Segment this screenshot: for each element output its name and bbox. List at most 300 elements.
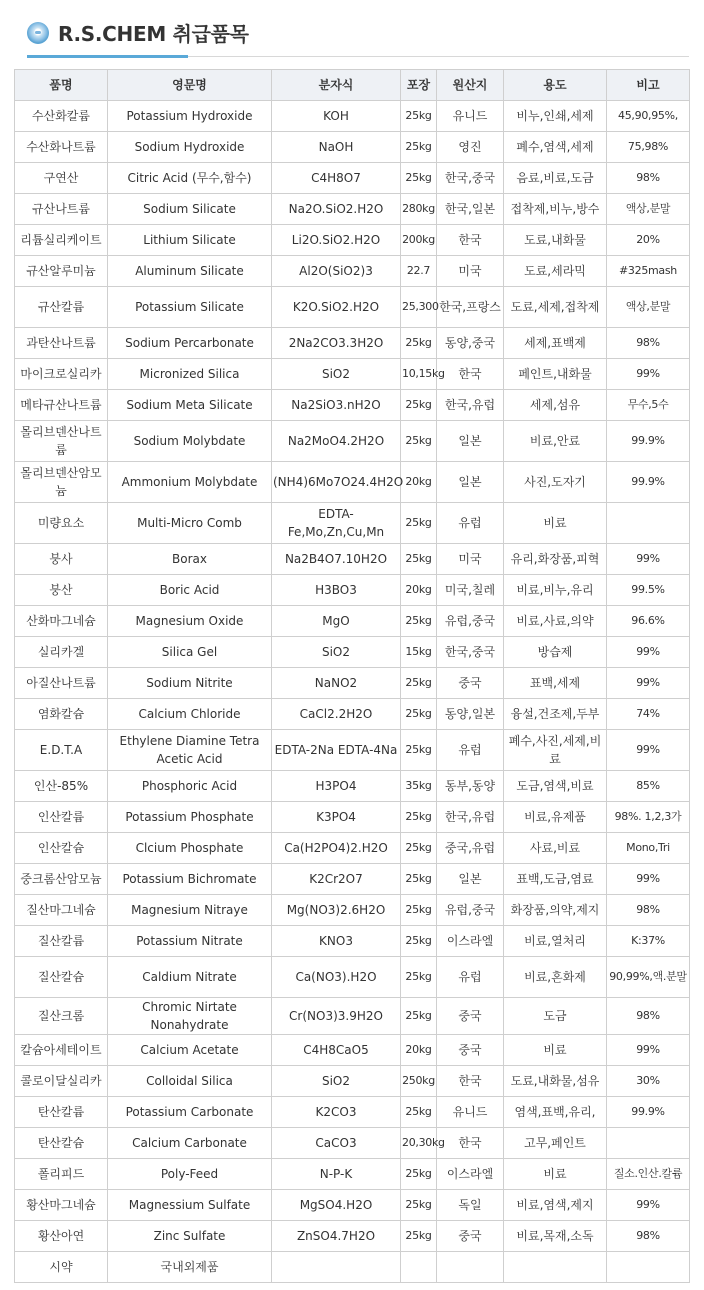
page-title: R.S.CHEM 취급품목 (58, 22, 249, 46)
cell-name-ko: 메타규산나트륨 (15, 390, 108, 421)
cell-name-ko: 규산칼륨 (15, 287, 108, 328)
cell-name-en: Ethylene Diamine Tetra Acetic Acid (108, 730, 272, 771)
cell-packaging: 25kg (401, 1097, 437, 1128)
table-row (15, 462, 690, 503)
cell-origin: 일본 (437, 421, 504, 462)
cell-usage: 유리,화장품,피혁 (504, 544, 607, 575)
cell-usage: 비료,유제품 (504, 802, 607, 833)
table-row (15, 926, 690, 957)
cell-formula: SiO2 (272, 1066, 401, 1097)
cell-name-en: Micronized Silica (108, 359, 272, 390)
cell-name-ko: 중크롬산암모늄 (15, 864, 108, 895)
col-header-name-ko: 품명 (15, 70, 108, 101)
cell-packaging: 25kg (401, 421, 437, 462)
cell-name-ko: 콜로이달실리카 (15, 1066, 108, 1097)
cell-name-ko: 질산마그네슘 (15, 895, 108, 926)
cell-remarks: 74% (607, 699, 690, 730)
cell-packaging: 280kg (401, 194, 437, 225)
cell-packaging (401, 1252, 437, 1283)
cell-name-en: Borax (108, 544, 272, 575)
table-row (15, 390, 690, 421)
table-row (15, 421, 690, 462)
cell-name-ko: 질산칼슘 (15, 957, 108, 998)
cell-name-en: Magnesium Nitraye (108, 895, 272, 926)
cell-remarks: 90,99%,액.분말 (607, 957, 690, 998)
cell-packaging: 25kg (401, 544, 437, 575)
cell-origin: 중국 (437, 668, 504, 699)
col-header-usage: 용도 (504, 70, 607, 101)
cell-name-en: Magnessium Sulfate (108, 1190, 272, 1221)
table-row (15, 895, 690, 926)
cell-formula: Mg(NO3)2.6H2O (272, 895, 401, 926)
cell-name-en: Potassium Nitrate (108, 926, 272, 957)
cell-remarks: 99.9% (607, 1097, 690, 1128)
cell-name-en: Silica Gel (108, 637, 272, 668)
cell-packaging: 25kg (401, 390, 437, 421)
cell-name-ko: 리튬실리케이트 (15, 225, 108, 256)
cell-origin: 한국,유럽 (437, 390, 504, 421)
cell-name-en: Multi-Micro Comb (108, 503, 272, 544)
cell-name-ko: 황산아연 (15, 1221, 108, 1252)
cell-name-en: Poly-Feed (108, 1159, 272, 1190)
cell-origin: 일본 (437, 864, 504, 895)
table-row (15, 287, 690, 328)
cell-usage: 비료,사료,의약 (504, 606, 607, 637)
cell-remarks: Mono,Tri (607, 833, 690, 864)
cell-remarks: 99% (607, 544, 690, 575)
cell-name-en: Lithium Silicate (108, 225, 272, 256)
cell-formula: Li2O.SiO2.H2O (272, 225, 401, 256)
cell-name-en: Calcium Carbonate (108, 1128, 272, 1159)
cell-origin: 유럽 (437, 957, 504, 998)
cell-usage: 비료,목재,소독 (504, 1221, 607, 1252)
table-row (15, 101, 690, 132)
cell-formula: K2O.SiO2.H2O (272, 287, 401, 328)
cell-origin: 미국,칠레 (437, 575, 504, 606)
table-row (15, 1128, 690, 1159)
cell-origin: 중국,유럽 (437, 833, 504, 864)
cell-name-en: Boric Acid (108, 575, 272, 606)
cell-usage: 도료,내화물,섬유 (504, 1066, 607, 1097)
cell-usage: 음료,비료,도금 (504, 163, 607, 194)
cell-usage: 세제,섬유 (504, 390, 607, 421)
cell-name-en: Calcium Chloride (108, 699, 272, 730)
cell-remarks (607, 1252, 690, 1283)
cell-origin: 한국,일본 (437, 194, 504, 225)
table-row (15, 668, 690, 699)
cell-packaging: 25kg (401, 606, 437, 637)
cell-usage: 도금 (504, 998, 607, 1035)
cell-formula: KOH (272, 101, 401, 132)
cell-remarks: 액상,분말 (607, 287, 690, 328)
table-row (15, 328, 690, 359)
cell-origin: 이스라엘 (437, 926, 504, 957)
cell-name-en: Sodium Nitrite (108, 668, 272, 699)
cell-name-en: Sodium Hydroxide (108, 132, 272, 163)
cell-formula: (NH4)6Mo7O24.4H2O (272, 462, 401, 503)
cell-origin: 미국 (437, 256, 504, 287)
cell-packaging: 25kg (401, 132, 437, 163)
cell-name-en: Calcium Acetate (108, 1035, 272, 1066)
cell-name-ko: 규산알루미늄 (15, 256, 108, 287)
page-header (0, 0, 704, 68)
cell-name-en: Sodium Meta Silicate (108, 390, 272, 421)
cell-remarks: 액상,분말 (607, 194, 690, 225)
table-row (15, 606, 690, 637)
cell-formula: K2CO3 (272, 1097, 401, 1128)
cell-origin: 중국 (437, 1035, 504, 1066)
cell-remarks: 30% (607, 1066, 690, 1097)
cell-remarks: 98% (607, 1221, 690, 1252)
cell-formula: N-P-K (272, 1159, 401, 1190)
cell-origin: 동양,중국 (437, 328, 504, 359)
cell-name-ko: 아질산나트륨 (15, 668, 108, 699)
table-row (15, 1221, 690, 1252)
cell-formula: NaOH (272, 132, 401, 163)
table-row (15, 544, 690, 575)
cell-name-ko: 실리카겔 (15, 637, 108, 668)
cell-remarks: 99.5% (607, 575, 690, 606)
table-header-row (15, 70, 690, 101)
cell-packaging: 25kg (401, 833, 437, 864)
cell-name-en: Potassium Phosphate (108, 802, 272, 833)
cell-name-ko: 질산크롬 (15, 998, 108, 1035)
table-body (15, 101, 690, 1283)
table-row (15, 637, 690, 668)
cell-remarks: 45,90,95%, (607, 101, 690, 132)
cell-name-ko: 몰리브덴산나트륨 (15, 421, 108, 462)
table-row (15, 132, 690, 163)
cell-remarks: 20% (607, 225, 690, 256)
table-row (15, 1190, 690, 1221)
table-row (15, 575, 690, 606)
cell-formula: EDTA-2Na EDTA-4Na (272, 730, 401, 771)
cell-origin: 유럽 (437, 730, 504, 771)
cell-packaging: 25kg (401, 895, 437, 926)
cell-usage: 표백,도금,염료 (504, 864, 607, 895)
cell-formula: H3BO3 (272, 575, 401, 606)
cell-origin: 동부,동양 (437, 771, 504, 802)
cell-remarks: 99% (607, 1190, 690, 1221)
cell-formula: Cr(NO3)3.9H2O (272, 998, 401, 1035)
cell-origin: 유니드 (437, 1097, 504, 1128)
cell-name-en: Sodium Molybdate (108, 421, 272, 462)
cell-packaging: 25kg (401, 101, 437, 132)
cell-remarks: #325mash (607, 256, 690, 287)
cell-name-ko: 폴리피드 (15, 1159, 108, 1190)
cell-remarks: 98%. 1,2,3가 (607, 802, 690, 833)
cell-name-ko: 붕산 (15, 575, 108, 606)
cell-remarks: 무수,5수 (607, 390, 690, 421)
cell-formula: ZnSO4.7H2O (272, 1221, 401, 1252)
table-row (15, 194, 690, 225)
cell-name-en: Sodium Percarbonate (108, 328, 272, 359)
table-row (15, 359, 690, 390)
cell-formula: KNO3 (272, 926, 401, 957)
cell-usage: 융설,건조제,두부 (504, 699, 607, 730)
cell-formula: SiO2 (272, 637, 401, 668)
cell-formula: SiO2 (272, 359, 401, 390)
cell-remarks: 75,98% (607, 132, 690, 163)
cell-origin: 한국,중국 (437, 637, 504, 668)
cell-formula: Na2B4O7.10H2O (272, 544, 401, 575)
cell-origin: 한국 (437, 1066, 504, 1097)
cell-formula: MgO (272, 606, 401, 637)
cell-origin: 중국 (437, 1221, 504, 1252)
cell-usage: 화장품,의약,제지 (504, 895, 607, 926)
cell-usage: 세제,표백제 (504, 328, 607, 359)
title-underline (27, 55, 188, 58)
cell-name-ko: 구연산 (15, 163, 108, 194)
cell-name-en: Colloidal Silica (108, 1066, 272, 1097)
col-header-formula: 분자식 (272, 70, 401, 101)
cell-name-ko: 규산나트륨 (15, 194, 108, 225)
cell-formula: Na2SiO3.nH2O (272, 390, 401, 421)
cell-name-en: Potassium Hydroxide (108, 101, 272, 132)
cell-formula: MgSO4.H2O (272, 1190, 401, 1221)
cell-name-en: Zinc Sulfate (108, 1221, 272, 1252)
table-row (15, 998, 690, 1035)
cell-name-ko: 미량요소 (15, 503, 108, 544)
cell-usage: 비료,비누,유리 (504, 575, 607, 606)
cell-origin: 이스라엘 (437, 1159, 504, 1190)
cell-usage: 접착제,비누,방수 (504, 194, 607, 225)
cell-packaging: 25kg (401, 668, 437, 699)
cell-origin: 한국 (437, 225, 504, 256)
cell-formula: H3PO4 (272, 771, 401, 802)
cell-origin: 유니드 (437, 101, 504, 132)
cell-name-ko: 붕사 (15, 544, 108, 575)
cell-name-en: Potassium Bichromate (108, 864, 272, 895)
cell-usage: 비누,인쇄,세제 (504, 101, 607, 132)
cell-origin (437, 1252, 504, 1283)
cell-name-en: Sodium Silicate (108, 194, 272, 225)
cell-name-en: 국내외제품 (108, 1252, 272, 1283)
cell-packaging: 25kg (401, 926, 437, 957)
cell-remarks: 99% (607, 668, 690, 699)
cell-packaging: 25kg (401, 957, 437, 998)
cell-formula: CaCO3 (272, 1128, 401, 1159)
cell-usage: 도금,염색,비료 (504, 771, 607, 802)
cell-origin: 유럽 (437, 503, 504, 544)
table-row (15, 256, 690, 287)
cell-origin: 한국,프랑스 (437, 287, 504, 328)
cell-usage: 표백,세제 (504, 668, 607, 699)
cell-formula: CaCl2.2H2O (272, 699, 401, 730)
cell-formula: C4H8O7 (272, 163, 401, 194)
cell-packaging: 35kg (401, 771, 437, 802)
cell-formula: C4H8CaO5 (272, 1035, 401, 1066)
cell-origin: 중국 (437, 998, 504, 1035)
cell-usage: 비료,열처리 (504, 926, 607, 957)
cell-origin: 한국,유럽 (437, 802, 504, 833)
cell-remarks: 99% (607, 637, 690, 668)
cell-name-en: Ammonium Molybdate (108, 462, 272, 503)
cell-name-ko: 황산마그네슘 (15, 1190, 108, 1221)
cell-remarks: 99% (607, 730, 690, 771)
cell-remarks: 99.9% (607, 462, 690, 503)
cell-usage: 비료,안료 (504, 421, 607, 462)
cell-remarks: 98% (607, 163, 690, 194)
cell-formula: Ca(NO3).H2O (272, 957, 401, 998)
cell-packaging: 25kg (401, 1190, 437, 1221)
cell-packaging: 25kg (401, 328, 437, 359)
cell-name-ko: 과탄산나트륨 (15, 328, 108, 359)
cell-usage: 폐수,사진,세제,비료 (504, 730, 607, 771)
cell-remarks: 98% (607, 895, 690, 926)
table-row (15, 1066, 690, 1097)
cell-name-en: Magnesium Oxide (108, 606, 272, 637)
col-header-name-en: 영문명 (108, 70, 272, 101)
cell-origin: 한국 (437, 1128, 504, 1159)
cell-name-ko: 인산칼슘 (15, 833, 108, 864)
cell-remarks: 99% (607, 1035, 690, 1066)
cell-packaging: 25kg (401, 163, 437, 194)
cell-usage: 폐수,염색,세제 (504, 132, 607, 163)
globe-icon (27, 22, 49, 44)
cell-remarks: 99% (607, 864, 690, 895)
cell-name-ko: 마이크로실리카 (15, 359, 108, 390)
cell-name-en: Chromic Nirtate Nonahydrate (108, 998, 272, 1035)
cell-formula: Al2O(SiO2)3 (272, 256, 401, 287)
cell-name-ko: 인산칼륨 (15, 802, 108, 833)
cell-usage: 고무,페인트 (504, 1128, 607, 1159)
table-row (15, 225, 690, 256)
cell-name-ko: 몰리브덴산암모늄 (15, 462, 108, 503)
col-header-packaging: 포장 (401, 70, 437, 101)
table-row (15, 1035, 690, 1066)
cell-packaging: 20kg (401, 575, 437, 606)
cell-usage: 비료 (504, 503, 607, 544)
cell-origin: 일본 (437, 462, 504, 503)
cell-usage: 방습제 (504, 637, 607, 668)
cell-origin: 유럽,중국 (437, 895, 504, 926)
cell-name-ko: 염화칼슘 (15, 699, 108, 730)
cell-remarks: K:37% (607, 926, 690, 957)
cell-formula: Na2O.SiO2.H2O (272, 194, 401, 225)
cell-name-ko: 칼슘아세테이트 (15, 1035, 108, 1066)
cell-usage: 비료 (504, 1035, 607, 1066)
cell-formula: K3PO4 (272, 802, 401, 833)
table-row (15, 1097, 690, 1128)
cell-packaging: 25kg (401, 1221, 437, 1252)
cell-formula (272, 1252, 401, 1283)
cell-packaging: 25kg (401, 864, 437, 895)
cell-name-ko: 탄산칼륨 (15, 1097, 108, 1128)
cell-packaging: 20kg (401, 462, 437, 503)
table-row (15, 833, 690, 864)
cell-name-ko: E.D.T.A (15, 730, 108, 771)
col-header-remarks: 비고 (607, 70, 690, 101)
cell-remarks (607, 503, 690, 544)
cell-packaging: 20kg (401, 1035, 437, 1066)
cell-packaging: 250kg (401, 1066, 437, 1097)
cell-packaging: 25kg (401, 699, 437, 730)
cell-origin: 한국 (437, 359, 504, 390)
cell-name-ko: 산화마그네슘 (15, 606, 108, 637)
cell-origin: 유럽,중국 (437, 606, 504, 637)
table-row (15, 771, 690, 802)
table-row (15, 503, 690, 544)
cell-usage: 페인트,내화물 (504, 359, 607, 390)
cell-packaging: 15kg (401, 637, 437, 668)
cell-remarks: 96.6% (607, 606, 690, 637)
cell-usage: 비료,혼화제 (504, 957, 607, 998)
cell-name-en: Citric Acid (무수,함수) (108, 163, 272, 194)
cell-usage: 도료,내화물 (504, 225, 607, 256)
cell-packaging: 25,300 (401, 287, 437, 328)
cell-usage: 도료,세라믹 (504, 256, 607, 287)
cell-name-ko: 질산칼륨 (15, 926, 108, 957)
cell-name-ko: 수산화나트륨 (15, 132, 108, 163)
cell-remarks: 85% (607, 771, 690, 802)
cell-remarks: 99.9% (607, 421, 690, 462)
cell-packaging: 25kg (401, 730, 437, 771)
cell-formula: K2Cr2O7 (272, 864, 401, 895)
cell-usage: 사진,도자기 (504, 462, 607, 503)
cell-formula: EDTA-Fe,Mo,Zn,Cu,Mn (272, 503, 401, 544)
cell-name-en: Potassium Carbonate (108, 1097, 272, 1128)
cell-usage: 비료,염색,제지 (504, 1190, 607, 1221)
cell-usage: 도료,세제,접착제 (504, 287, 607, 328)
cell-origin: 동양,일본 (437, 699, 504, 730)
product-table (14, 69, 690, 1283)
cell-name-ko: 탄산칼슘 (15, 1128, 108, 1159)
cell-packaging: 25kg (401, 998, 437, 1035)
cell-usage: 사료,비료 (504, 833, 607, 864)
table-row (15, 1159, 690, 1190)
cell-name-en: Caldium Nitrate (108, 957, 272, 998)
cell-origin: 독일 (437, 1190, 504, 1221)
table-row (15, 699, 690, 730)
cell-name-en: Aluminum Silicate (108, 256, 272, 287)
cell-usage: 비료 (504, 1159, 607, 1190)
cell-packaging: 10,15kg (401, 359, 437, 390)
cell-name-en: Clcium Phosphate (108, 833, 272, 864)
cell-formula: Ca(H2PO4)2.H2O (272, 833, 401, 864)
cell-remarks: 99% (607, 359, 690, 390)
cell-remarks: 98% (607, 998, 690, 1035)
col-header-origin: 원산지 (437, 70, 504, 101)
table-row (15, 730, 690, 771)
cell-packaging: 25kg (401, 1159, 437, 1190)
cell-packaging: 20,30kg (401, 1128, 437, 1159)
cell-name-ko: 시약 (15, 1252, 108, 1283)
cell-remarks: 질소.인산.칼륨 (607, 1159, 690, 1190)
cell-packaging: 25kg (401, 802, 437, 833)
cell-remarks (607, 1128, 690, 1159)
cell-name-ko: 인산-85% (15, 771, 108, 802)
cell-formula: 2Na2CO3.3H2O (272, 328, 401, 359)
table-row (15, 163, 690, 194)
cell-remarks: 98% (607, 328, 690, 359)
cell-usage: 염색,표백,유리, (504, 1097, 607, 1128)
cell-packaging: 22.7 (401, 256, 437, 287)
cell-usage (504, 1252, 607, 1283)
cell-formula: Na2MoO4.2H2O (272, 421, 401, 462)
cell-origin: 영진 (437, 132, 504, 163)
cell-packaging: 25kg (401, 503, 437, 544)
cell-origin: 한국,중국 (437, 163, 504, 194)
table-row (15, 957, 690, 998)
cell-name-en: Potassium Silicate (108, 287, 272, 328)
cell-name-en: Phosphoric Acid (108, 771, 272, 802)
cell-packaging: 200kg (401, 225, 437, 256)
table-row (15, 1252, 690, 1283)
table-row (15, 802, 690, 833)
table-row (15, 864, 690, 895)
cell-name-ko: 수산화칼륨 (15, 101, 108, 132)
